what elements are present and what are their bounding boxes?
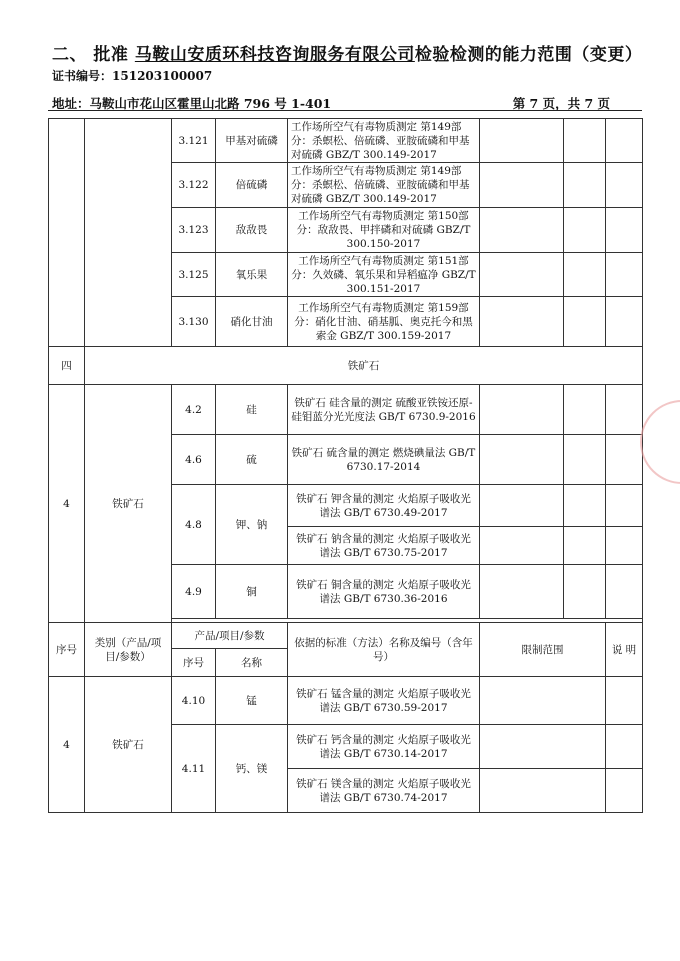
col-note: 说 明 [606, 623, 643, 677]
limit-cell [480, 769, 606, 813]
limit-cell [480, 163, 564, 208]
page-number: 第 7 页，共 7 页 [512, 96, 610, 111]
note-cell [606, 297, 643, 347]
certificate-number [52, 67, 212, 84]
note-cell [564, 253, 606, 297]
item-no: 4.9 [172, 565, 216, 619]
item-standard: 工作场所空气有毒物质测定 第149部分：杀螟松、倍硫磷、亚胺硫磷和甲基对硫磷 GBZ/T 300.149-2017 [288, 163, 480, 208]
limit-cell [480, 253, 564, 297]
limit-cell [480, 297, 564, 347]
title-prefix: 二、 批准 [52, 45, 129, 65]
item-standard: 铁矿石 硅含量的测定 硫酸亚铁铵还原-硅钼蓝分光光度法 GB/T 6730.9-2016 [288, 385, 480, 435]
title-suffix: 检验检测的能力范围（变更） [414, 45, 643, 65]
limit-cell [480, 677, 606, 725]
col-limit: 限制范围 [480, 623, 606, 677]
note-cell [564, 119, 606, 163]
col-product: 产品/项目/参数 [172, 623, 288, 649]
limit-cell [480, 385, 564, 435]
section-title: 铁矿石 [85, 347, 643, 385]
note-cell [564, 565, 606, 619]
note-cell [564, 297, 606, 347]
document-title [52, 40, 642, 65]
limit-cell [480, 435, 564, 485]
official-seal [640, 400, 680, 484]
header-rule [48, 110, 642, 111]
item-name: 硅 [216, 385, 288, 435]
section-no: 四 [49, 347, 85, 385]
cert-label: 证书编号： [52, 69, 113, 83]
note-cell [564, 163, 606, 208]
note-cell [606, 677, 643, 725]
col-category: 类别（产品/项目/参数） [85, 623, 172, 677]
item-standard: 工作场所空气有毒物质测定 第159部分：硝化甘油、硝基胍、奥克托今和黑索金 GBZ/T 300.159-2017 [288, 297, 480, 347]
item-name: 钙、镁 [216, 725, 288, 813]
limit-cell [480, 527, 564, 565]
seq-cell [49, 119, 85, 347]
seq-cell: 4 [49, 677, 85, 813]
section-row [49, 347, 643, 385]
note-cell [564, 208, 606, 253]
cert-value: 151203100007 [112, 69, 213, 83]
note-cell [606, 527, 643, 565]
col-sub-no: 序号 [172, 649, 216, 677]
limit-cell [480, 725, 606, 769]
item-standard: 铁矿石 镁含量的测定 火焰原子吸收光谱法 GB/T 6730.74-2017 [288, 769, 480, 813]
header-row [49, 623, 643, 649]
item-no: 4.10 [172, 677, 216, 725]
category-cell: 铁矿石 [85, 677, 172, 813]
limit-cell [480, 119, 564, 163]
item-no: 4.8 [172, 485, 216, 565]
note-cell [564, 435, 606, 485]
note-cell [564, 527, 606, 565]
note-cell [606, 769, 643, 813]
item-no: 4.11 [172, 725, 216, 813]
item-standard: 铁矿石 硫含量的测定 燃烧碘量法 GB/T 6730.17-2014 [288, 435, 480, 485]
item-name: 甲基对硫磷 [216, 119, 288, 163]
item-no: 3.125 [172, 253, 216, 297]
limit-cell [480, 485, 564, 527]
item-name: 钾、钠 [216, 485, 288, 565]
note-cell [564, 385, 606, 435]
note-cell [606, 163, 643, 208]
item-standard: 铁矿石 钾含量的测定 火焰原子吸收光谱法 GB/T 6730.49-2017 [288, 485, 480, 527]
item-no: 3.130 [172, 297, 216, 347]
item-name: 敌敌畏 [216, 208, 288, 253]
item-standard: 工作场所空气有毒物质测定 第149部分：杀螟松、倍硫磷、亚胺硫磷和甲基对硫磷 GBZ/T 300.149-2017 [288, 119, 480, 163]
note-cell [606, 385, 643, 435]
note-cell [606, 485, 643, 527]
item-no: 3.123 [172, 208, 216, 253]
limit-cell [480, 208, 564, 253]
item-standard: 铁矿石 钙含量的测定 火焰原子吸收光谱法 GB/T 6730.14-2017 [288, 725, 480, 769]
limit-cell [480, 565, 564, 619]
item-standard: 铁矿石 钠含量的测定 火焰原子吸收光谱法 GB/T 6730.75-2017 [288, 527, 480, 565]
address: 地址：马鞍山市花山区霍里山北路 796 号 1-401 [52, 96, 332, 111]
table-row [49, 119, 643, 163]
category-cell: 铁矿石 [85, 385, 172, 623]
item-name: 铜 [216, 565, 288, 619]
item-standard: 工作场所空气有毒物质测定 第151部分：久效磷、氧乐果和异稻瘟净 GBZ/T 300.151-2017 [288, 253, 480, 297]
col-standard: 依据的标准（方法）名称及编号（含年号） [288, 623, 480, 677]
note-cell [564, 485, 606, 527]
item-no: 4.2 [172, 385, 216, 435]
item-name: 氧乐果 [216, 253, 288, 297]
item-no: 3.122 [172, 163, 216, 208]
note-cell [606, 119, 643, 163]
seq-cell: 4 [49, 385, 85, 623]
item-standard: 铁矿石 锰含量的测定 火焰原子吸收光谱法 GB/T 6730.59-2017 [288, 677, 480, 725]
item-standard: 工作场所空气有毒物质测定 第150部分：敌敌畏、甲拌磷和对硫磷 GBZ/T 300.150-2017 [288, 208, 480, 253]
table-row [49, 385, 643, 435]
item-name: 锰 [216, 677, 288, 725]
item-no: 3.121 [172, 119, 216, 163]
table-row [49, 677, 643, 725]
col-seq: 序号 [49, 623, 85, 677]
note-cell [606, 253, 643, 297]
item-name: 硝化甘油 [216, 297, 288, 347]
note-cell [606, 565, 643, 619]
note-cell [606, 435, 643, 485]
note-cell [606, 208, 643, 253]
col-sub-name: 名称 [216, 649, 288, 677]
title-org: 马鞍山安质环科技咨询服务有限公司 [134, 45, 415, 65]
category-cell [85, 119, 172, 347]
scope-table [48, 118, 643, 813]
item-no: 4.6 [172, 435, 216, 485]
item-name: 倍硫磷 [216, 163, 288, 208]
item-standard: 铁矿石 铜含量的测定 火焰原子吸收光谱法 GB/T 6730.36-2016 [288, 565, 480, 619]
item-name: 硫 [216, 435, 288, 485]
note-cell [606, 725, 643, 769]
